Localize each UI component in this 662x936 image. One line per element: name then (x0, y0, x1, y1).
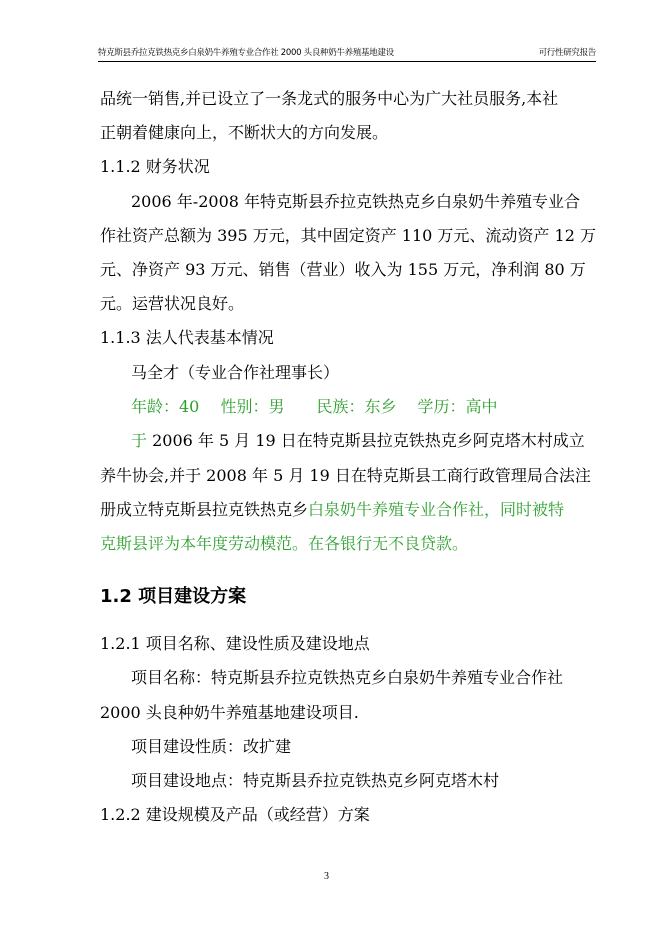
paragraph-line: 元。运营状况良好。 (100, 294, 245, 313)
representative-info: 年龄：40 性别：男 民族：东乡 学历：高中 (131, 397, 498, 416)
paragraph-text: 册成立特克斯县拉克铁热克乡 (100, 500, 309, 519)
subsection-heading-1-2-1: 1.2.1 项目名称、建设性质及建设地点 (100, 634, 370, 653)
paragraph-line: 元、净资产 93 万元、销售（营业）收入为 155 万元，净利润 80 万 (100, 260, 586, 279)
header-rule (98, 61, 596, 62)
paragraph-line: 2006 年-2008 年特克斯县乔拉克铁热克乡白泉奶牛养殖专业合 (131, 192, 581, 211)
representative-name: 马全才（专业合作社理事长） (131, 363, 340, 382)
paragraph-line: 作社资产总额为 395 万元，其中固定资产 110 万元、流动资产 12 万 (100, 226, 596, 245)
project-name-line: 2000 头良种奶牛养殖基地建设项目. (100, 703, 359, 722)
paragraph-line (131, 431, 585, 451)
page-number: 3 (324, 871, 329, 882)
running-header (98, 44, 596, 60)
project-name-line: 项目名称：特克斯县乔拉克铁热克乡白泉奶牛养殖专业合作社 (131, 668, 564, 687)
paragraph-line: 品统一销售,并已设立了一条龙式的服务中心为广大社员服务,本社 (100, 89, 559, 108)
project-nature: 项目建设性质：改扩建 (131, 737, 292, 756)
paragraph-line: 养牛协会,并于 2008 年 5 月 19 日在特克斯县工商行政管理局合法注 (100, 466, 591, 485)
subsection-heading-1-1-2: 1.1.2 财务状况 (100, 157, 210, 176)
section-heading-1-2: 1.2 项目建设方案 (100, 586, 247, 607)
subsection-heading-1-1-3: 1.1.3 法人代表基本情况 (100, 328, 274, 347)
paragraph-line: 正朝着健康向上，不断状大的方向发展。 (100, 123, 389, 142)
project-location: 项目建设地点：特克斯县乔拉克铁热克乡阿克塔木村 (131, 771, 500, 790)
paragraph-line: 克斯县评为本年度劳动模范。在各银行无不良贷款。 (100, 534, 469, 553)
paragraph-text: 2006 年 5 月 19 日在特克斯县拉克铁热克乡阿克塔木村成立 (147, 431, 585, 450)
header-report-type: 可行性研究报告 (538, 48, 596, 58)
subsection-heading-1-2-2: 1.2.2 建设规模及产品（或经营）方案 (100, 805, 370, 824)
highlight-text: 于 (131, 431, 148, 450)
paragraph-line (100, 500, 564, 520)
highlight-text: 白泉奶牛养殖专业合作社，同时被特 (308, 500, 565, 519)
header-title: 特克斯县乔拉克铁热克乡白泉奶牛养殖专业合作社 2000 头良种奶牛养殖基地建设 (98, 48, 394, 58)
